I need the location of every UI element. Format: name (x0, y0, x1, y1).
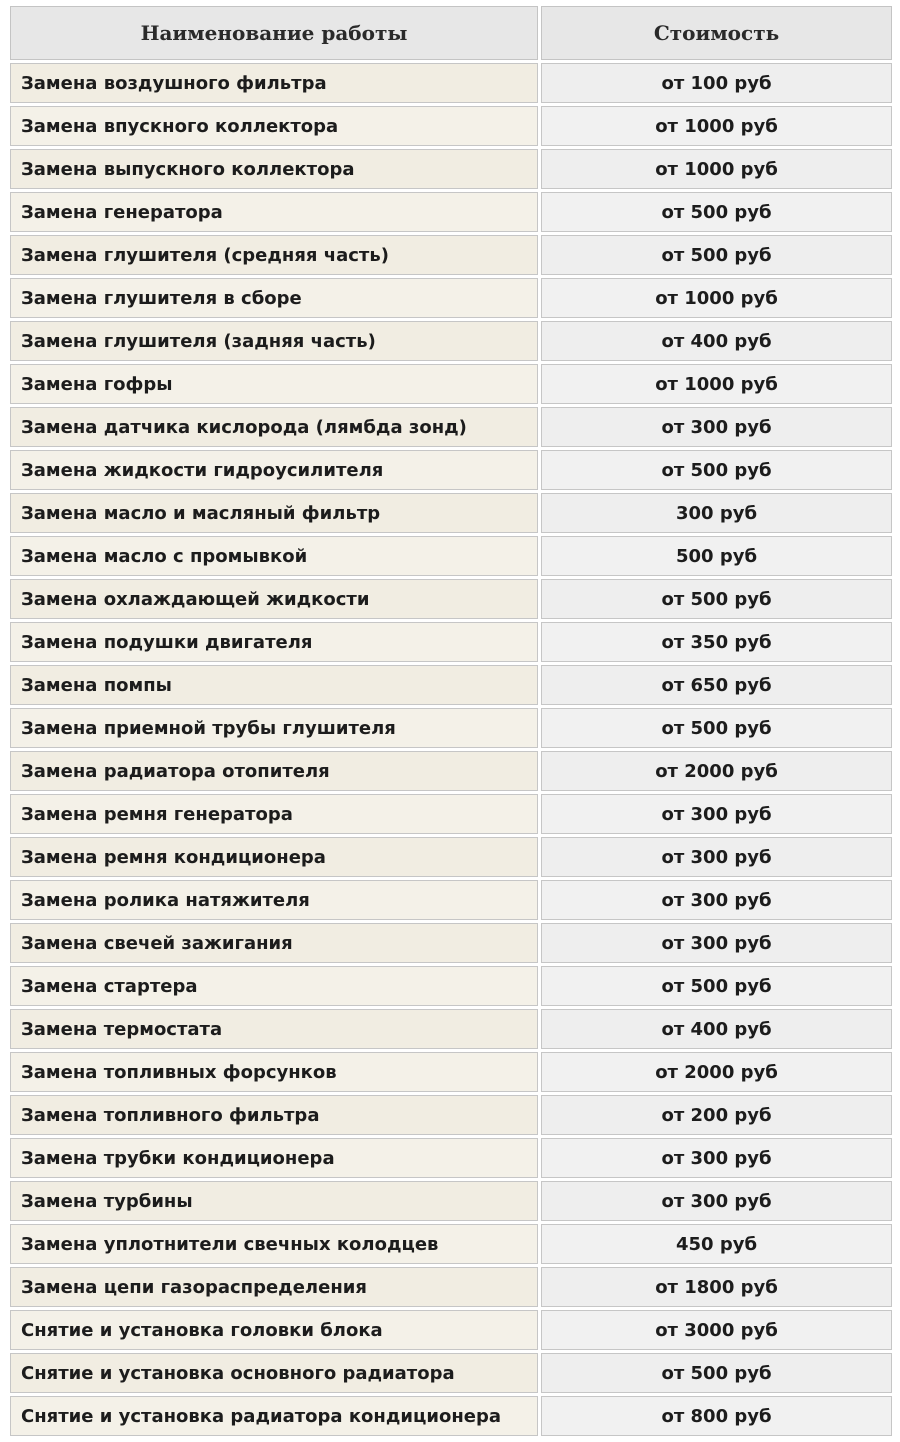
table-row (10, 536, 892, 576)
service-name: Замена масло и масляный фильтр (10, 493, 538, 533)
service-name: Замена ролика натяжителя (10, 880, 538, 920)
service-name: Замена охлаждающей жидкости (10, 579, 538, 619)
table-row (10, 880, 892, 920)
service-name: Замена радиатора отопителя (10, 751, 538, 791)
table-row (10, 321, 892, 361)
service-name: Замена впускного коллектора (10, 106, 538, 146)
service-price: от 1000 руб (541, 278, 892, 318)
table-row (10, 966, 892, 1006)
table-row (10, 235, 892, 275)
service-name: Замена ремня кондиционера (10, 837, 538, 877)
table-row (10, 1396, 892, 1436)
service-name: Замена стартера (10, 966, 538, 1006)
service-price: от 100 руб (541, 63, 892, 103)
service-price: от 500 руб (541, 966, 892, 1006)
service-price: от 1000 руб (541, 106, 892, 146)
table-row (10, 1353, 892, 1393)
service-price: от 2000 руб (541, 1052, 892, 1092)
service-price: от 300 руб (541, 923, 892, 963)
service-name: Замена термостата (10, 1009, 538, 1049)
service-name: Замена топливных форсунков (10, 1052, 538, 1092)
header-name: Наименование работы (10, 6, 538, 60)
table-row (10, 1052, 892, 1092)
service-name: Снятие и установка основного радиатора (10, 1353, 538, 1393)
service-name: Замена турбины (10, 1181, 538, 1221)
service-price: от 400 руб (541, 1009, 892, 1049)
table-row (10, 1181, 892, 1221)
service-price: от 300 руб (541, 880, 892, 920)
service-name: Замена жидкости гидроусилителя (10, 450, 538, 490)
service-name: Замена свечей зажигания (10, 923, 538, 963)
service-name: Замена трубки кондиционера (10, 1138, 538, 1178)
service-price: от 3000 руб (541, 1310, 892, 1350)
table-row (10, 1310, 892, 1350)
service-price: от 500 руб (541, 235, 892, 275)
table-row (10, 1095, 892, 1135)
service-price: от 300 руб (541, 794, 892, 834)
table-row (10, 1009, 892, 1049)
service-price: от 1800 руб (541, 1267, 892, 1307)
service-price: от 300 руб (541, 1181, 892, 1221)
service-price: от 500 руб (541, 708, 892, 748)
table-row (10, 493, 892, 533)
service-price: 300 руб (541, 493, 892, 533)
table-row (10, 923, 892, 963)
service-price: 500 руб (541, 536, 892, 576)
service-name: Снятие и установка радиатора кондиционера (10, 1396, 538, 1436)
service-name: Замена топливного фильтра (10, 1095, 538, 1135)
table-row (10, 794, 892, 834)
table-row (10, 1224, 892, 1264)
table-row (10, 450, 892, 490)
table-row (10, 63, 892, 103)
table-row (10, 708, 892, 748)
service-name: Замена подушки двигателя (10, 622, 538, 662)
service-name: Замена генератора (10, 192, 538, 232)
service-price: от 500 руб (541, 450, 892, 490)
service-price: от 800 руб (541, 1396, 892, 1436)
service-price: 450 руб (541, 1224, 892, 1264)
service-price: от 200 руб (541, 1095, 892, 1135)
table-row (10, 149, 892, 189)
service-name: Замена выпускного коллектора (10, 149, 538, 189)
service-name: Замена цепи газораспределения (10, 1267, 538, 1307)
service-name: Замена датчика кислорода (лямбда зонд) (10, 407, 538, 447)
service-name: Снятие и установка головки блока (10, 1310, 538, 1350)
service-name: Замена приемной трубы глушителя (10, 708, 538, 748)
service-price: от 500 руб (541, 1353, 892, 1393)
table-row (10, 837, 892, 877)
service-name: Замена глушителя в сборе (10, 278, 538, 318)
table-row (10, 407, 892, 447)
service-price: от 1000 руб (541, 149, 892, 189)
service-price: от 400 руб (541, 321, 892, 361)
table-row (10, 579, 892, 619)
header-price: Стоимость (541, 6, 892, 60)
service-price: от 300 руб (541, 837, 892, 877)
table-row (10, 622, 892, 662)
service-name: Замена помпы (10, 665, 538, 705)
service-name: Замена глушителя (средняя часть) (10, 235, 538, 275)
table-row (10, 1138, 892, 1178)
service-price: от 650 руб (541, 665, 892, 705)
table-row (10, 106, 892, 146)
table-row (10, 665, 892, 705)
service-price: от 2000 руб (541, 751, 892, 791)
service-name: Замена уплотнители свечных колодцев (10, 1224, 538, 1264)
service-price: от 500 руб (541, 579, 892, 619)
service-name: Замена ремня генератора (10, 794, 538, 834)
service-price: от 350 руб (541, 622, 892, 662)
table-row (10, 192, 892, 232)
service-name: Замена глушителя (задняя часть) (10, 321, 538, 361)
service-name: Замена гофры (10, 364, 538, 404)
table-row (10, 278, 892, 318)
table-row (10, 364, 892, 404)
service-name: Замена воздушного фильтра (10, 63, 538, 103)
service-name: Замена масло с промывкой (10, 536, 538, 576)
service-price: от 500 руб (541, 192, 892, 232)
service-price: от 1000 руб (541, 364, 892, 404)
service-price: от 300 руб (541, 1138, 892, 1178)
service-price: от 300 руб (541, 407, 892, 447)
table-row (10, 751, 892, 791)
table-row (10, 1267, 892, 1307)
